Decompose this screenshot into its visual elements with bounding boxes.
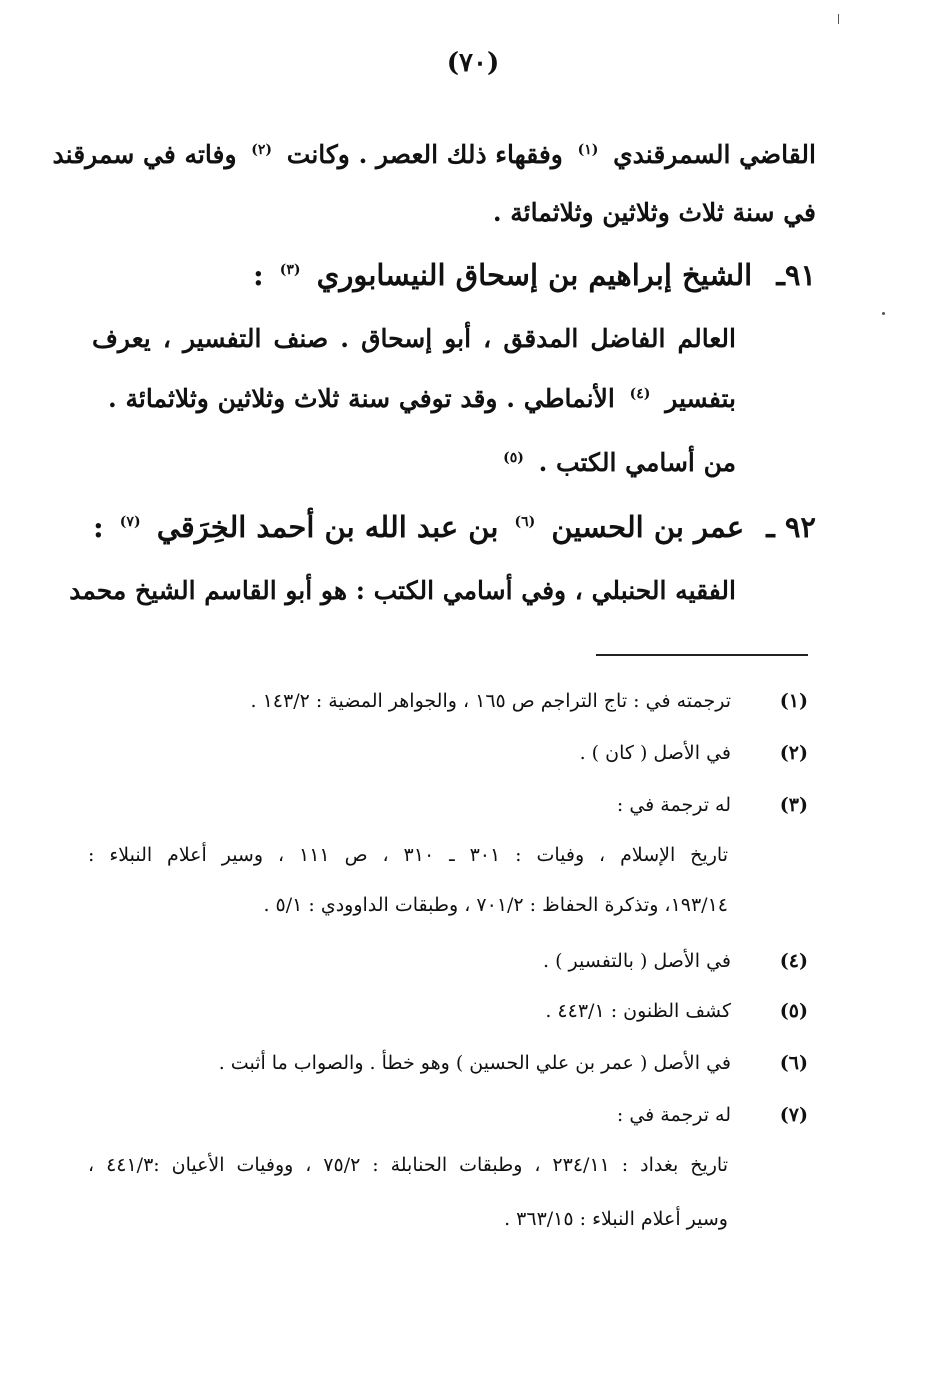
footnote-number: (٣): [779, 794, 808, 816]
footnote-number: (٥): [779, 1000, 808, 1022]
footnote-number: (٦): [779, 1052, 808, 1074]
footnote-separator: [596, 654, 808, 656]
entry-91-line-2: [108, 384, 736, 413]
footnote-number: (١): [779, 690, 808, 712]
entry-name: عمر بن الحسين: [551, 510, 745, 544]
entry-name: الشيخ إبراهيم بن إسحاق النيسابوري: [316, 258, 753, 292]
footnote-ref: (٥): [503, 449, 524, 466]
body-line-2: في سنة ثلاث وثلاثين وثلاثمائة .: [492, 198, 816, 227]
body-text: من أسامي الكتب .: [538, 448, 736, 477]
footnote-text: في الأصل ( كان ) .: [579, 742, 731, 764]
footnote-number: (٤): [779, 950, 808, 972]
body-line-1: [52, 140, 816, 169]
footnote-continuation: تاريخ بغداد : ٢٣٤/١١ ، وطبقات الحنابلة : ٧٥/٢ ، ووفيات الأعيان :٤٤١/٣ ،: [88, 1154, 729, 1176]
footnote-text: في الأصل ( عمر بن علي الحسين ) وهو خطأ . والصواب ما أثبت .: [218, 1052, 731, 1074]
heading-colon: :: [252, 258, 264, 292]
body-text: بتفسير: [665, 384, 736, 413]
footnote-text: ترجمته في : تاج التراجم ص ١٦٥ ، والجواهر المضية : ١٤٣/٢ .: [250, 690, 731, 712]
entry-number: ٩٢ ـ: [766, 510, 816, 544]
body-text: الأنماطي . وقد توفي سنة ثلاث وثلاثين وثلاثمائة .: [108, 384, 615, 413]
entry-91-line-3: [497, 448, 736, 477]
entry-92-line-1: الفقيه الحنبلي ، وفي أسامي الكتب : هو أبو القاسم الشيخ محمد: [69, 576, 736, 605]
footnote-ref: (١): [577, 141, 599, 158]
footnote-ref: (٦): [514, 514, 536, 531]
body-text: القاضي السمرقندي: [613, 140, 816, 169]
page-number: (٧٠): [446, 48, 500, 78]
footnote-ref: (٤): [629, 385, 651, 402]
footnote-text: كشف الظنون : ٤٤٣/١ .: [545, 1000, 731, 1022]
entry-number: ٩١ـ: [776, 258, 816, 292]
footnote-number: (٧): [779, 1104, 808, 1126]
body-text: وفقهاء ذلك العصر . وكانت: [286, 140, 563, 169]
heading-colon: :: [92, 510, 104, 544]
footnote-ref: (٢): [251, 141, 273, 158]
footnote-continuation: ١٩٣/١٤، وتذكرة الحفاظ : ٧٠١/٢ ، وطبقات الداوودي : ٥/١ .: [263, 894, 728, 916]
footnote-text: له ترجمة في :: [616, 1104, 731, 1126]
scan-speck: [882, 312, 885, 315]
footnote-ref: (٣): [279, 262, 301, 279]
entry-91-heading: [253, 258, 816, 292]
entry-91-line-1: العالم الفاضل المدقق ، أبو إسحاق . صنف التفسير ، يعرف: [92, 324, 736, 353]
entry-name: بن عبد الله بن أحمد الخِرَقي: [156, 510, 499, 544]
footnote-text: له ترجمة في :: [616, 794, 731, 816]
footnote-ref: (٧): [119, 514, 141, 531]
entry-92-heading: [93, 510, 816, 544]
scan-speck: [838, 14, 839, 24]
body-text: وفاته في سمرقند: [52, 140, 237, 169]
footnote-text: في الأصل ( بالتفسير ) .: [543, 950, 731, 972]
footnote-continuation: تاريخ الإسلام ، وفيات : ٣٠١ ـ ٣١٠ ، ص ١١١ ، وسير أعلام النبلاء :: [88, 844, 728, 866]
footnote-number: (٢): [779, 742, 808, 764]
footnote-continuation: وسير أعلام النبلاء : ٣٦٣/١٥ .: [504, 1208, 728, 1230]
